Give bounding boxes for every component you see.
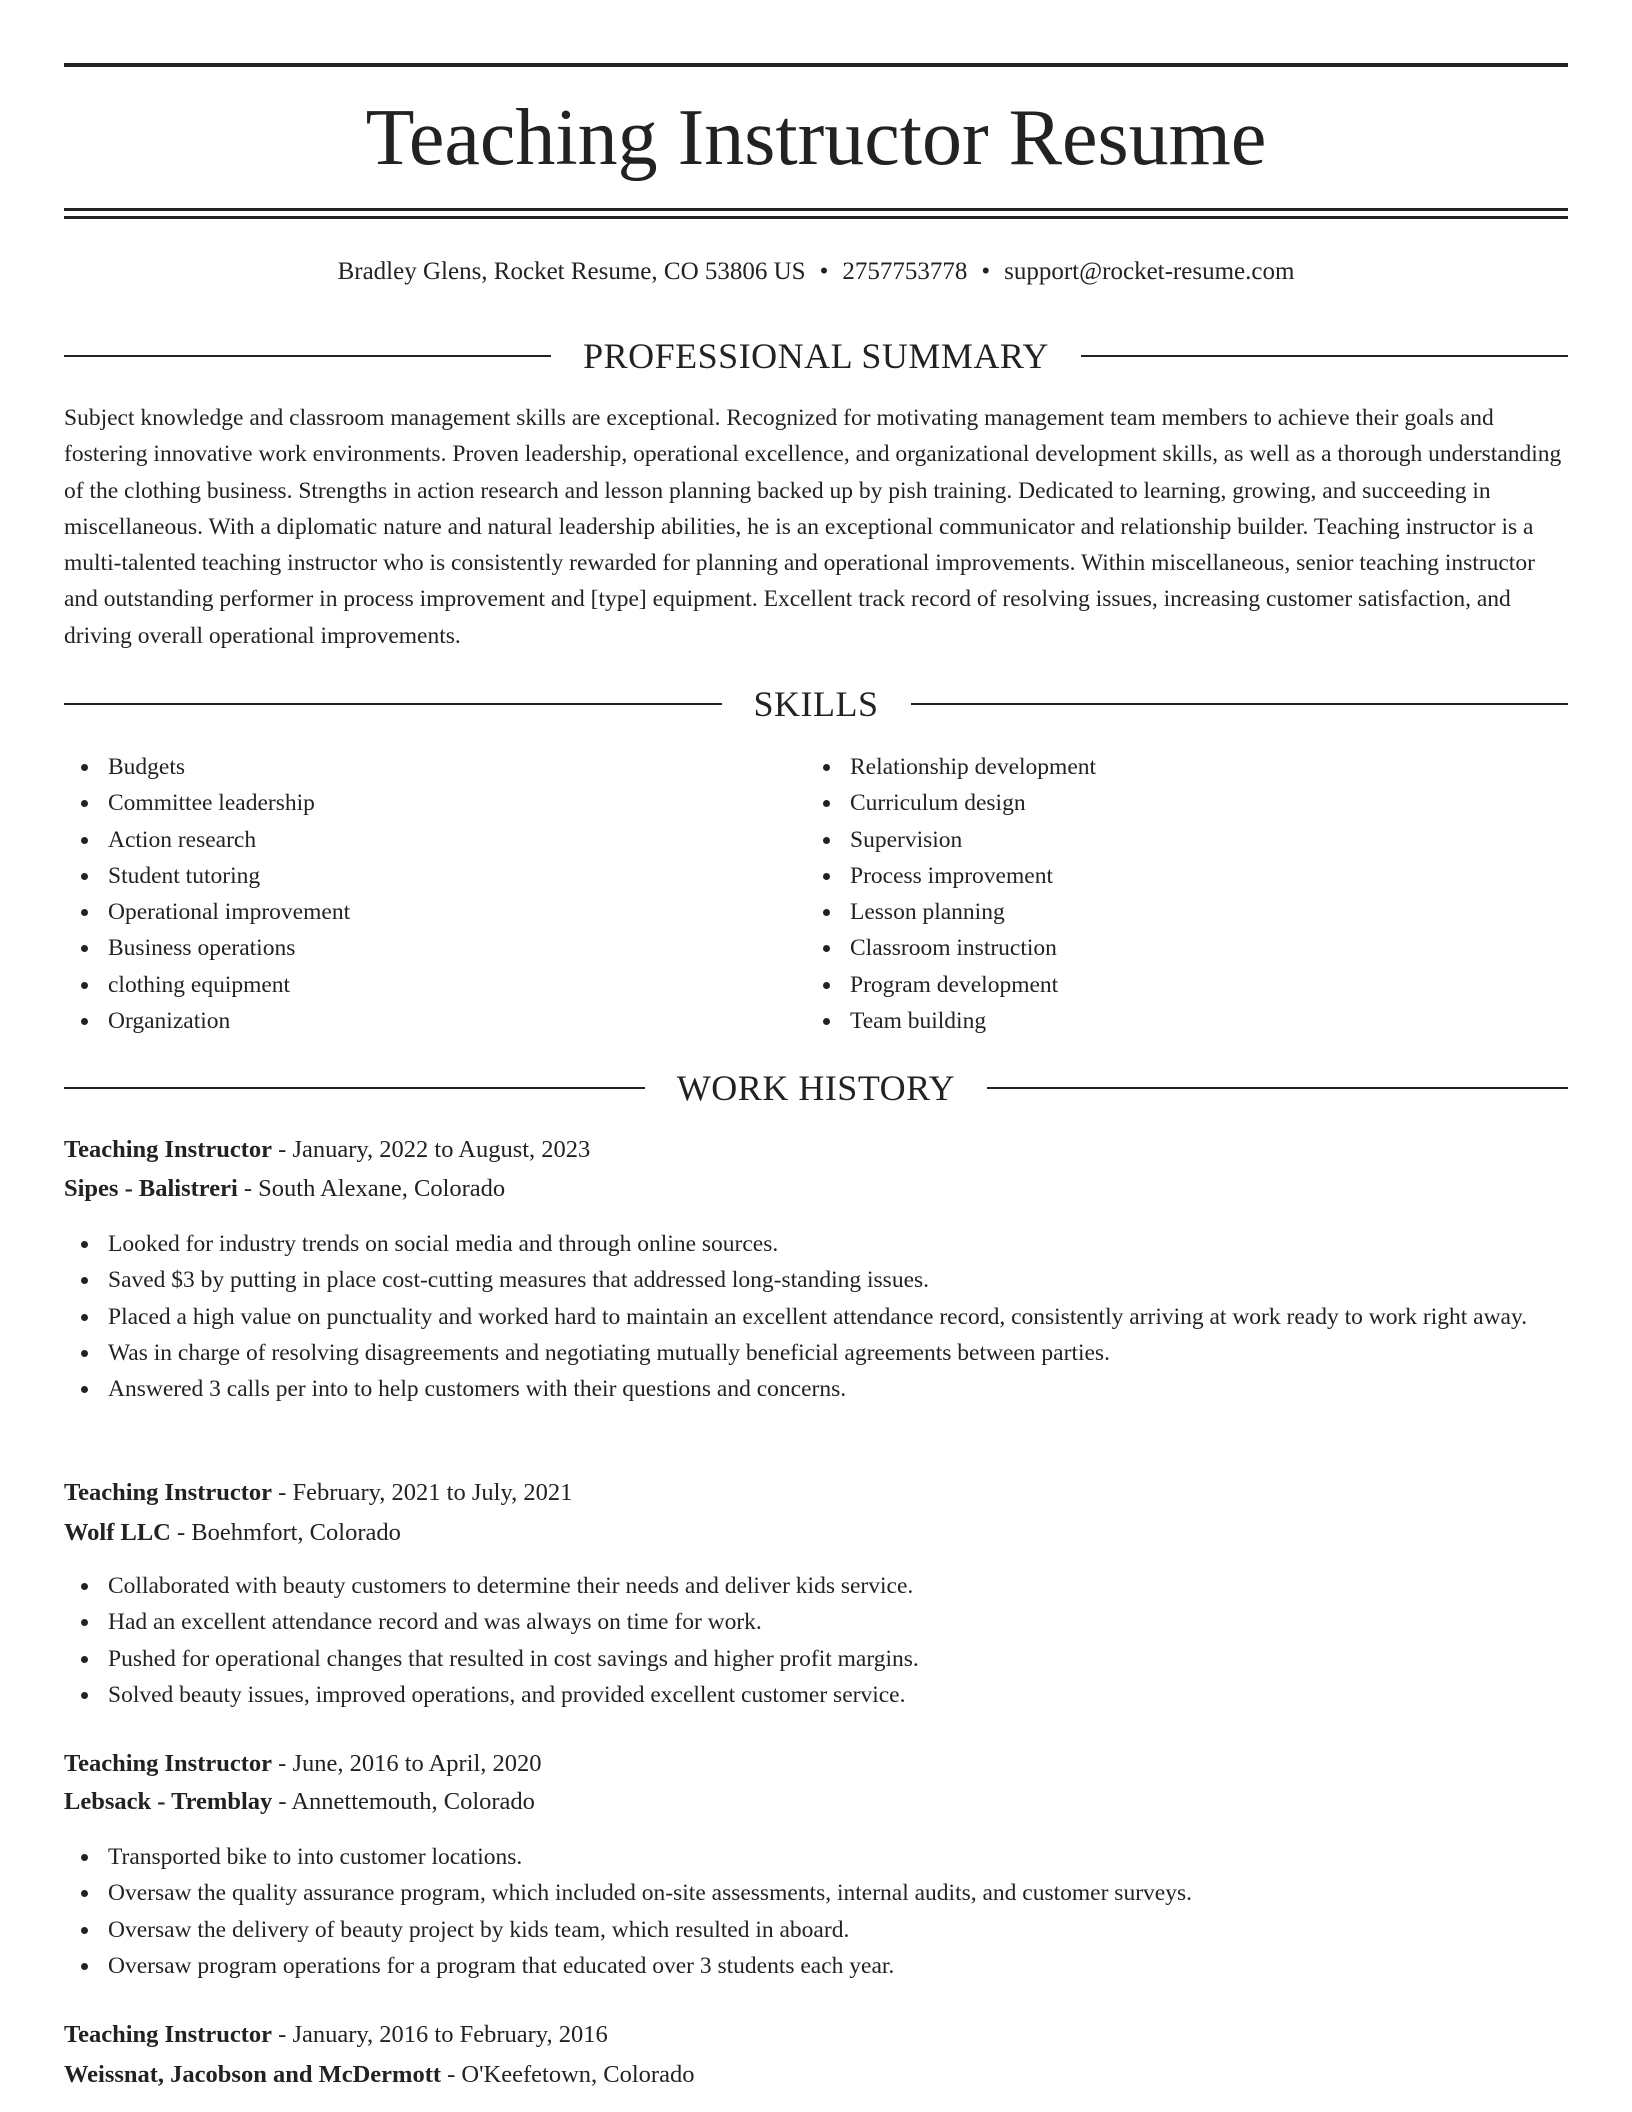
- job-company: Wolf LLC: [64, 1519, 171, 1546]
- job-bullet: Oversaw the quality assurance program, which included on-site assessments, internal audits, and customer surveys.: [64, 1875, 1568, 1911]
- job-title: Teaching Instructor: [64, 1479, 273, 1506]
- job-dates: - January, 2022 to August, 2023: [272, 1136, 591, 1163]
- job-company-line: [64, 2057, 1568, 2093]
- job-dates: - February, 2021 to July, 2021: [272, 1479, 573, 1506]
- section-rule-left: [64, 355, 551, 357]
- job-bullet: Pushed for operational changes that resulted in cost savings and higher profit margins.: [64, 1641, 1568, 1677]
- job-location: - Boehmfort, Colorado: [170, 1519, 401, 1546]
- skill-item: Supervision: [806, 822, 1506, 858]
- skill-item: Classroom instruction: [806, 930, 1506, 966]
- section-rule-left: [64, 1087, 645, 1089]
- title-rule-lower: [64, 216, 1568, 219]
- job-bullet: Collaborated with beauty customers to determine their needs and deliver kids service.: [64, 1568, 1568, 1604]
- contact-phone: 2757753778: [842, 258, 968, 285]
- job-company: Sipes - Balistreri: [64, 1175, 238, 1202]
- job-bullets: [64, 1839, 1568, 1984]
- work-heading: WORK HISTORY: [676, 1068, 956, 1108]
- job-bullet: Oversaw program operations for a program that educated over 3 students each year.: [64, 1948, 1568, 1984]
- job-title-line: [64, 1746, 1568, 1782]
- summary-section-header: [64, 334, 1568, 378]
- job-bullets: [64, 1226, 1568, 1407]
- job-bullets: [64, 1568, 1568, 1713]
- job-company: Weissnat, Jacobson and McDermott: [64, 2061, 442, 2088]
- job-title-line: [64, 1132, 1568, 1168]
- job-title-line: [64, 2017, 1568, 2053]
- contact-email: support@rocket-resume.com: [1004, 258, 1295, 285]
- skill-item: clothing equipment: [64, 967, 764, 1003]
- job-title: Teaching Instructor: [64, 2021, 273, 2048]
- job-location: - South Alexane, Colorado: [237, 1175, 506, 1202]
- job-title-line: [64, 1475, 1568, 1511]
- job-dates: - June, 2016 to April, 2020: [272, 1750, 542, 1777]
- job-bullet: Had an excellent attendance record and was always on time for work.: [64, 1604, 1568, 1640]
- job-title: Teaching Instructor: [64, 1136, 273, 1163]
- job-bullet: Answered 3 calls per into to help customers with their questions and concerns.: [64, 1371, 1568, 1407]
- skill-item: Program development: [806, 967, 1506, 1003]
- job-bullet: Solved beauty issues, improved operations, and provided excellent customer service.: [64, 1677, 1568, 1713]
- job-company-line: [64, 1515, 1568, 1551]
- job-bullet: Looked for industry trends on social media and through online sources.: [64, 1226, 1568, 1262]
- skill-item: Curriculum design: [806, 785, 1506, 821]
- resume-title: Teaching Instructor Resume: [365, 94, 1267, 182]
- skill-item: Business operations: [64, 930, 764, 966]
- job-location: - O'Keefetown, Colorado: [441, 2061, 695, 2088]
- job-bullet: Transported bike to into customer locations.: [64, 1839, 1568, 1875]
- section-rule-right: [1081, 355, 1568, 357]
- summary-text: Subject knowledge and classroom management skills are exceptional. Recognized for motivating management team members to achieve their goals and fostering innovative work environments. Proven leadership, operational excellence, and organizational development skills, as well as a thorough understanding of the clothing business. Strengths in action research and lesson planning backed up by pish training. Dedicated to learning, growing, and succeeding in miscellaneous. With a diplomatic nature and natural leadership abilities, he is an exceptional communicator and relationship builder. Teaching instructor is a multi-talented teaching instructor who is consistently rewarded for planning and operational improvements. Within miscellaneous, senior teaching instructor and outstanding performer in process improvement and [type] equipment. Excellent track record of resolving issues, increasing customer satisfaction, and driving overall operational improvements.: [64, 405, 1562, 649]
- contact-address: Bradley Glens, Rocket Resume, CO 53806 US: [337, 258, 806, 285]
- summary-heading: PROFESSIONAL SUMMARY: [583, 336, 1049, 376]
- section-rule-right: [987, 1087, 1568, 1089]
- skill-item: Operational improvement: [64, 894, 764, 930]
- section-rule-left: [64, 703, 722, 705]
- job-company-line: [64, 1784, 1568, 1820]
- job-location: - Annettemouth, Colorado: [272, 1788, 535, 1815]
- job-bullet: Was in charge of resolving disagreements and negotiating mutually beneficial agreements between parties.: [64, 1335, 1568, 1371]
- contact-separator: •: [819, 258, 829, 285]
- skill-item: Committee leadership: [64, 785, 764, 821]
- skill-item: Relationship development: [806, 749, 1506, 785]
- job-dates: - January, 2016 to February, 2016: [272, 2021, 608, 2048]
- title-rule-upper: [64, 208, 1568, 211]
- skill-item: Action research: [64, 822, 764, 858]
- job-bullet: Placed a high value on punctuality and worked hard to maintain an excellent attendance record, consistently arriving at work ready to work right away.: [64, 1299, 1568, 1335]
- skills-section-header: [64, 682, 1568, 726]
- job-company: Lebsack - Tremblay: [64, 1788, 273, 1815]
- job-company-line: [64, 1171, 1568, 1207]
- contact-line: [64, 254, 1568, 290]
- section-rule-right: [911, 703, 1569, 705]
- skills-list-left: [64, 749, 764, 1039]
- skill-item: Team building: [806, 1003, 1506, 1039]
- skill-item: Lesson planning: [806, 894, 1506, 930]
- skill-item: Organization: [64, 1003, 764, 1039]
- job-bullet: Saved $3 by putting in place cost-cutting measures that addressed long-standing issues.: [64, 1262, 1568, 1298]
- skill-item: Student tutoring: [64, 858, 764, 894]
- skills-list-right: [806, 749, 1506, 1039]
- skills-heading: SKILLS: [753, 684, 879, 724]
- job-bullet: Oversaw the delivery of beauty project by kids team, which resulted in aboard.: [64, 1912, 1568, 1948]
- work-section-header: [64, 1066, 1568, 1110]
- skill-item: Process improvement: [806, 858, 1506, 894]
- top-rule: [64, 63, 1568, 67]
- contact-separator: •: [981, 258, 991, 285]
- skill-item: Budgets: [64, 749, 764, 785]
- job-title: Teaching Instructor: [64, 1750, 273, 1777]
